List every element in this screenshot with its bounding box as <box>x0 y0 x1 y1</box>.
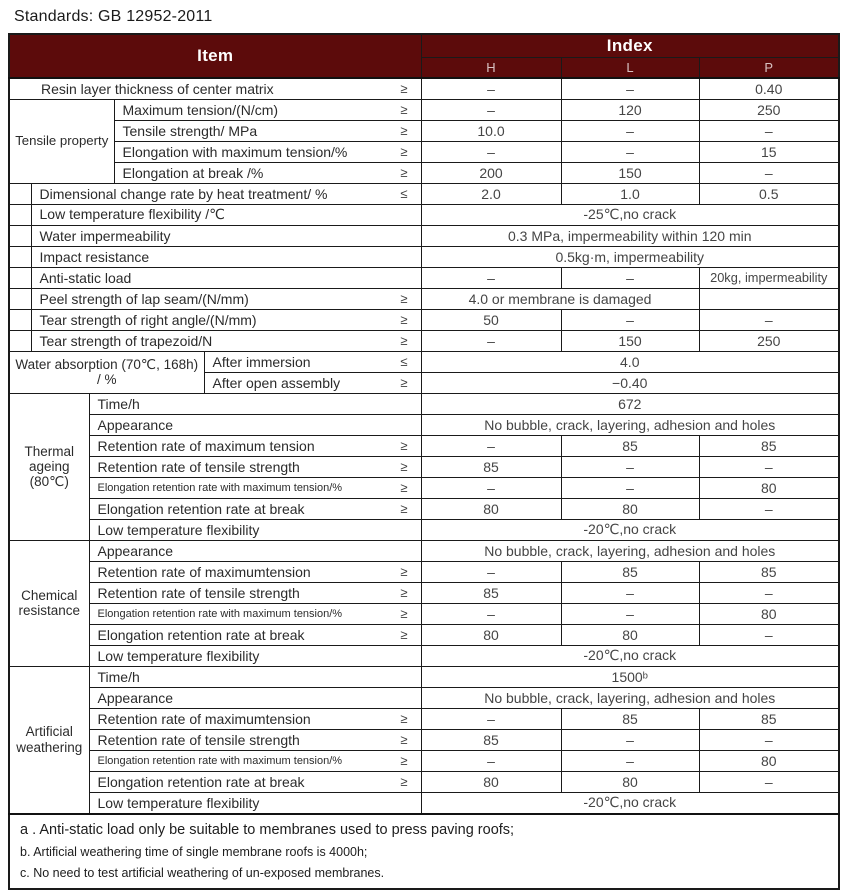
comparison-symbol: ≥ <box>400 480 408 495</box>
item-label: Elongation retention rate with maximum tension/% <box>97 607 343 620</box>
value-cell: – <box>421 267 561 288</box>
table-row <box>9 603 839 624</box>
index-column-header: Index <box>421 34 839 57</box>
item-label: Tensile strength/ MPa <box>122 122 258 139</box>
category-cell: Chemical resistance <box>9 540 89 666</box>
table-row <box>9 393 839 414</box>
value-cell: 85 <box>699 435 839 456</box>
item-label: Elongation retention rate at break <box>97 626 305 643</box>
value-cell: – <box>421 603 561 624</box>
value-cell: – <box>561 120 699 141</box>
item-label: After immersion <box>212 353 311 370</box>
header-row-main <box>9 34 839 57</box>
item-label: Elongation retention rate at break <box>97 500 305 517</box>
comparison-symbol: ≥ <box>400 774 408 789</box>
table-footer <box>9 814 839 889</box>
value-cell: No bubble, crack, layering, adhesion and holes <box>421 540 839 561</box>
item-cell: Low temperature flexibility <box>89 792 421 814</box>
category-cell: Tensile property <box>9 99 114 183</box>
table-row <box>9 309 839 330</box>
item-cell: Appearance <box>89 414 421 435</box>
item-label: Retention rate of maximum tension <box>97 437 315 454</box>
table-row <box>9 141 839 162</box>
comparison-symbol: ≥ <box>400 333 408 348</box>
item-cell <box>89 456 421 477</box>
table-row <box>9 120 839 141</box>
item-cell <box>31 330 421 351</box>
item-label: After open assembly <box>212 374 341 391</box>
table-row <box>9 540 839 561</box>
table-header <box>9 34 839 78</box>
spacer-cell <box>9 204 31 225</box>
value-cell: 85 <box>561 561 699 582</box>
table-row <box>9 687 839 708</box>
value-cell: 120 <box>561 99 699 120</box>
grade-header-l: L <box>561 57 699 78</box>
value-cell: 0.3 MPa, impermeability within 120 min <box>421 225 839 246</box>
spacer-cell <box>9 288 31 309</box>
item-cell <box>89 729 421 750</box>
value-cell: – <box>561 582 699 603</box>
value-cell: – <box>561 309 699 330</box>
value-cell: 672 <box>421 393 839 414</box>
table-row <box>9 267 839 288</box>
comparison-symbol: ≥ <box>400 711 408 726</box>
item-label: Elongation retention rate with maximum tension/% <box>97 754 343 767</box>
value-cell: – <box>561 78 699 100</box>
value-cell: 85 <box>699 708 839 729</box>
value-cell: 2.0 <box>421 183 561 204</box>
value-cell: 150 <box>561 330 699 351</box>
table-row <box>9 771 839 792</box>
comparison-symbol: ≥ <box>400 165 408 180</box>
item-cell: Impact resistance <box>31 246 421 267</box>
value-cell: 80 <box>561 498 699 519</box>
category-cell: Water absorption (70℃, 168h) / % <box>9 351 204 393</box>
item-cell <box>89 582 421 603</box>
table-row <box>9 498 839 519</box>
item-cell <box>9 78 421 100</box>
page <box>0 8 848 880</box>
table-row <box>9 645 839 666</box>
value-cell: 1.0 <box>561 183 699 204</box>
table-body <box>9 78 839 814</box>
item-cell: Time/h <box>89 393 421 414</box>
value-cell: No bubble, crack, layering, adhesion and holes <box>421 414 839 435</box>
item-cell <box>89 561 421 582</box>
value-cell: 85 <box>561 435 699 456</box>
spacer-cell <box>9 309 31 330</box>
item-cell <box>31 288 421 309</box>
comparison-symbol: ≥ <box>400 732 408 747</box>
spacer-cell <box>9 225 31 246</box>
footnote-c: c. No need to test artificial weathering of un-exposed membranes. <box>20 865 385 880</box>
item-cell <box>89 435 421 456</box>
value-cell: – <box>421 561 561 582</box>
item-cell <box>31 309 421 330</box>
value-cell: 80 <box>561 624 699 645</box>
value-cell <box>699 288 839 309</box>
value-cell: 20kg, impermeability <box>699 267 839 288</box>
item-cell <box>89 771 421 792</box>
value-cell: – <box>699 162 839 183</box>
comparison-symbol: ≥ <box>400 81 408 96</box>
item-cell: Water impermeability <box>31 225 421 246</box>
table-row <box>9 456 839 477</box>
value-cell: 250 <box>699 330 839 351</box>
spacer-cell <box>9 183 31 204</box>
item-label: Tear strength of right angle/(N/mm) <box>39 311 257 328</box>
value-cell: 10.0 <box>421 120 561 141</box>
table-row <box>9 477 839 498</box>
value-cell: – <box>421 141 561 162</box>
item-label: Elongation at break /% <box>122 164 264 181</box>
item-cell <box>89 624 421 645</box>
spacer-cell <box>9 330 31 351</box>
item-cell <box>89 708 421 729</box>
item-cell <box>114 141 421 162</box>
item-cell <box>114 162 421 183</box>
table-row <box>9 183 839 204</box>
value-cell: 15 <box>699 141 839 162</box>
spacer-cell <box>9 267 31 288</box>
value-cell: 4.0 <box>421 351 839 372</box>
comparison-symbol: ≥ <box>400 375 408 390</box>
value-cell: – <box>421 477 561 498</box>
notes-cell <box>9 814 839 889</box>
item-column-header: Item <box>9 34 421 78</box>
value-cell: 80 <box>421 498 561 519</box>
item-cell <box>89 603 421 624</box>
item-cell <box>89 477 421 498</box>
item-label: Dimensional change rate by heat treatment/ % <box>39 185 328 202</box>
item-cell <box>114 120 421 141</box>
table-row <box>9 204 839 225</box>
table-row <box>9 246 839 267</box>
item-cell <box>89 498 421 519</box>
item-label: Retention rate of tensile strength <box>97 731 300 748</box>
item-cell: Appearance <box>89 540 421 561</box>
value-cell: 80 <box>699 603 839 624</box>
table-row <box>9 225 839 246</box>
item-cell: Time/h <box>89 666 421 687</box>
item-label: Retention rate of maximumtension <box>97 710 311 727</box>
table-row <box>9 435 839 456</box>
value-cell: – <box>421 330 561 351</box>
comparison-symbol: ≤ <box>400 186 408 201</box>
item-label: Retention rate of maximumtension <box>97 563 311 580</box>
value-cell: – <box>421 750 561 771</box>
comparison-symbol: ≥ <box>400 102 408 117</box>
value-cell: – <box>699 120 839 141</box>
item-label: Tear strength of trapezoid/N <box>39 332 213 349</box>
item-cell: Low temperature flexibility <box>89 519 421 540</box>
value-cell: 200 <box>421 162 561 183</box>
value-cell: -25℃,no crack <box>421 204 839 225</box>
value-cell: – <box>699 729 839 750</box>
footnote-b: b. Artificial weathering time of single membrane roofs is 4000h; <box>20 844 368 859</box>
spacer-cell <box>9 246 31 267</box>
item-label: Retention rate of tensile strength <box>97 584 300 601</box>
comparison-symbol: ≥ <box>400 627 408 642</box>
value-cell: 50 <box>421 309 561 330</box>
value-cell: 85 <box>421 456 561 477</box>
value-cell: – <box>561 477 699 498</box>
value-cell: 80 <box>699 750 839 771</box>
item-cell: Appearance <box>89 687 421 708</box>
value-cell: 0.40 <box>699 78 839 100</box>
value-cell: – <box>561 603 699 624</box>
item-cell <box>204 351 421 372</box>
table-row <box>9 624 839 645</box>
table-row <box>9 351 839 372</box>
value-cell: -20℃,no crack <box>421 645 839 666</box>
value-cell: -20℃,no crack <box>421 792 839 814</box>
comparison-symbol: ≥ <box>400 564 408 579</box>
value-cell: No bubble, crack, layering, adhesion and holes <box>421 687 839 708</box>
value-cell: 85 <box>699 561 839 582</box>
value-cell: – <box>421 78 561 100</box>
table-row <box>9 78 839 100</box>
item-label: Elongation retention rate with maximum tension/% <box>97 481 343 494</box>
value-cell: – <box>421 435 561 456</box>
table-row <box>9 708 839 729</box>
table-row <box>9 99 839 120</box>
value-cell: – <box>561 750 699 771</box>
item-label: Elongation with maximum tension/% <box>122 143 348 160</box>
value-cell: 4.0 or membrane is damaged <box>421 288 699 309</box>
value-cell: -20℃,no crack <box>421 519 839 540</box>
table-row <box>9 288 839 309</box>
table-row <box>9 750 839 771</box>
value-cell: 80 <box>421 771 561 792</box>
value-cell: – <box>561 729 699 750</box>
item-label: Peel strength of lap seam/(N/mm) <box>39 290 249 307</box>
value-cell: – <box>421 708 561 729</box>
grade-header-p: P <box>699 57 839 78</box>
value-cell: – <box>699 582 839 603</box>
comparison-symbol: ≥ <box>400 438 408 453</box>
table-row <box>9 561 839 582</box>
value-cell: – <box>699 456 839 477</box>
table-row <box>9 162 839 183</box>
comparison-symbol: ≥ <box>400 606 408 621</box>
value-cell: 0.5kg·m, impermeability <box>421 246 839 267</box>
item-cell <box>114 99 421 120</box>
value-cell: – <box>699 624 839 645</box>
value-cell: 250 <box>699 99 839 120</box>
value-cell: 1500ᵇ <box>421 666 839 687</box>
table-row <box>9 330 839 351</box>
comparison-symbol: ≥ <box>400 312 408 327</box>
item-cell <box>31 183 421 204</box>
table-row <box>9 666 839 687</box>
comparison-symbol: ≥ <box>400 585 408 600</box>
item-label: Retention rate of tensile strength <box>97 458 300 475</box>
value-cell: 150 <box>561 162 699 183</box>
standards-table <box>8 33 840 890</box>
comparison-symbol: ≥ <box>400 291 408 306</box>
value-cell: −0.40 <box>421 372 839 393</box>
grade-header-h: H <box>421 57 561 78</box>
value-cell: 85 <box>421 582 561 603</box>
item-cell <box>204 372 421 393</box>
item-label: Maximum tension/(N/cm) <box>122 101 279 118</box>
value-cell: – <box>699 771 839 792</box>
table-row <box>9 519 839 540</box>
comparison-symbol: ≥ <box>400 753 408 768</box>
category-cell: Thermal ageing (80℃) <box>9 393 89 540</box>
comparison-symbol: ≥ <box>400 501 408 516</box>
item-label: Elongation retention rate at break <box>97 773 305 790</box>
value-cell: 80 <box>561 771 699 792</box>
comparison-symbol: ≥ <box>400 459 408 474</box>
value-cell: 0.5 <box>699 183 839 204</box>
value-cell: 85 <box>421 729 561 750</box>
table-row <box>9 729 839 750</box>
comparison-symbol: ≤ <box>400 354 408 369</box>
value-cell: – <box>561 456 699 477</box>
table-row <box>9 414 839 435</box>
footnote-a: a . Anti-static load only be suitable to membranes used to press paving roofs; <box>20 821 515 838</box>
item-cell <box>89 750 421 771</box>
table-row <box>9 792 839 814</box>
item-label: Resin layer thickness of center matrix <box>41 80 274 97</box>
comparison-symbol: ≥ <box>400 144 408 159</box>
category-cell: Artificial weathering <box>9 666 89 814</box>
comparison-symbol: ≥ <box>400 123 408 138</box>
item-cell: Anti-static load <box>31 267 421 288</box>
value-cell: 85 <box>561 708 699 729</box>
value-cell: 80 <box>699 477 839 498</box>
value-cell: – <box>561 141 699 162</box>
table-row <box>9 582 839 603</box>
value-cell: – <box>561 267 699 288</box>
value-cell: – <box>699 498 839 519</box>
value-cell: – <box>421 99 561 120</box>
item-cell: Low temperature flexibility <box>89 645 421 666</box>
notes-row <box>9 814 839 889</box>
page-title: Standards: GB 12952-2011 <box>14 8 213 25</box>
value-cell: – <box>699 309 839 330</box>
item-cell: Low temperature flexibility /℃ <box>31 204 421 225</box>
value-cell: 80 <box>421 624 561 645</box>
